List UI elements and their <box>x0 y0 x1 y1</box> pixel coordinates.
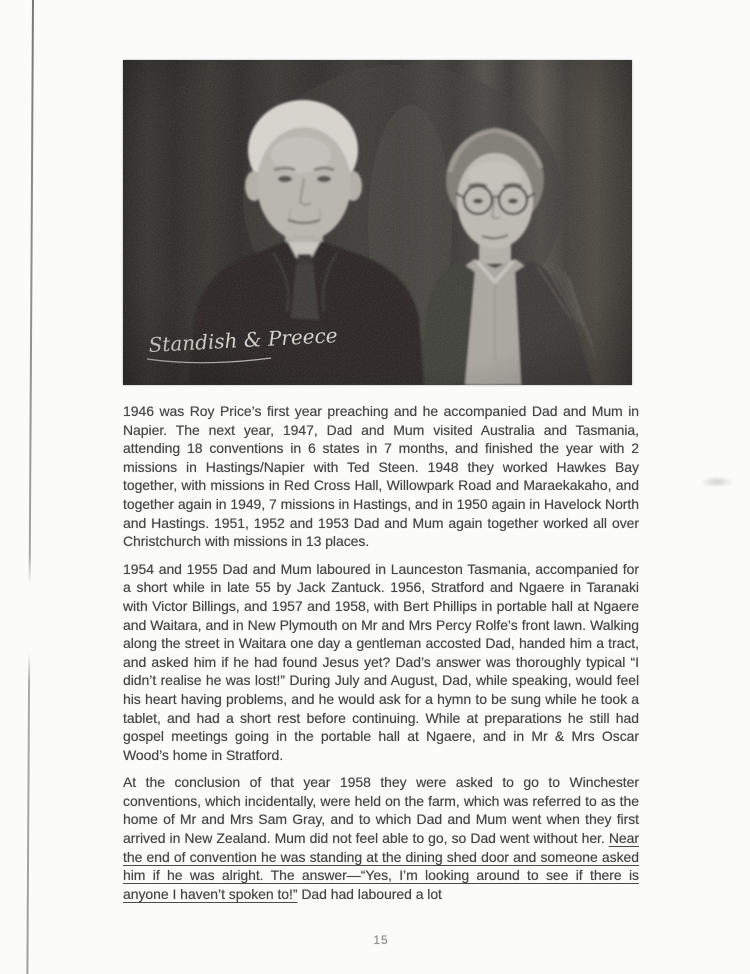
portrait-photo <box>123 60 632 385</box>
scan-edge-artifact <box>26 0 34 974</box>
page-number: 15 <box>373 933 389 947</box>
paragraph-1954-1958: 1954 and 1955 Dad and Mum laboured in Launceston Tasmania, accompanied for a short while in late 55 by Jack Zantuck. 1956, Stratford and Ngaere in Taranaki with Victor Billings, and 1957 and 1958, with Bert Phillips in portable hall at Ngaere and Waitara, and in New Plymouth on Mr and Mrs Percy Rolfe’s front lawn. Walking along the street in Waitara one day a gentleman accosted Dad, handed him a tract, and asked him if he had found Jesus yet? Dad’s answer was thoroughly typical “I didn’t realise he was lost!” During July and August, Dad, while speaking, would feel his heart having problems, and he would ask for a hymn to be sung while he took a tablet, and had a short rest before continuing. While at preparations he still had gospel meetings going in the portable hall at Ngaere, and in Mr & Mrs Oscar Wood’s home in Stratford. <box>123 560 639 763</box>
paragraph-1946-1953: 1946 was Roy Price’s first year preaching and he accompanied Dad and Mum in Napier. The next year, 1947, Dad and Mum visited Australia and Tasmania, attending 18 conventions in 6 states in 7 months, and finished the year with 2 missions in Hastings/Napier with Ted Steen. 1948 they worked Hawkes Bay together, with missions in Red Cross Hall, Willowpark Road and Maraekakaho, and together again in 1949, 7 missions in Hastings, and in 1950 again in Havelock North and Hastings. 1951, 1952 and 1953 Dad and Mum again together worked all over Christchurch with missions in 13 places. <box>123 403 639 550</box>
page-footer <box>123 931 639 949</box>
p3-underlined-quote: Near the end of convention he was standing at the dining shed door and someone asked him if he was alright. The answer—“Yes, I’m looking around to see if there is anyone I haven’t spoken to!” <box>123 830 639 902</box>
vignette-overlay <box>123 60 632 385</box>
p3-plain-start: At the conclusion of that year 1958 they were asked to go to Winchester conventions, which incidentally, were held on the farm, which was referred to as the home of Mr and Mrs Sam Gray, and to which Dad and Mum went when they first arrived in New Zealand. Mum did not feel able to go, so Dad went without her. <box>123 774 639 847</box>
paragraph-1958-winchester <box>123 773 639 903</box>
page-text <box>123 402 639 912</box>
scan-smudge-artifact <box>700 476 734 488</box>
p3-plain-end: Dad had laboured a lot <box>297 885 442 902</box>
portrait-photo-image <box>123 60 632 385</box>
